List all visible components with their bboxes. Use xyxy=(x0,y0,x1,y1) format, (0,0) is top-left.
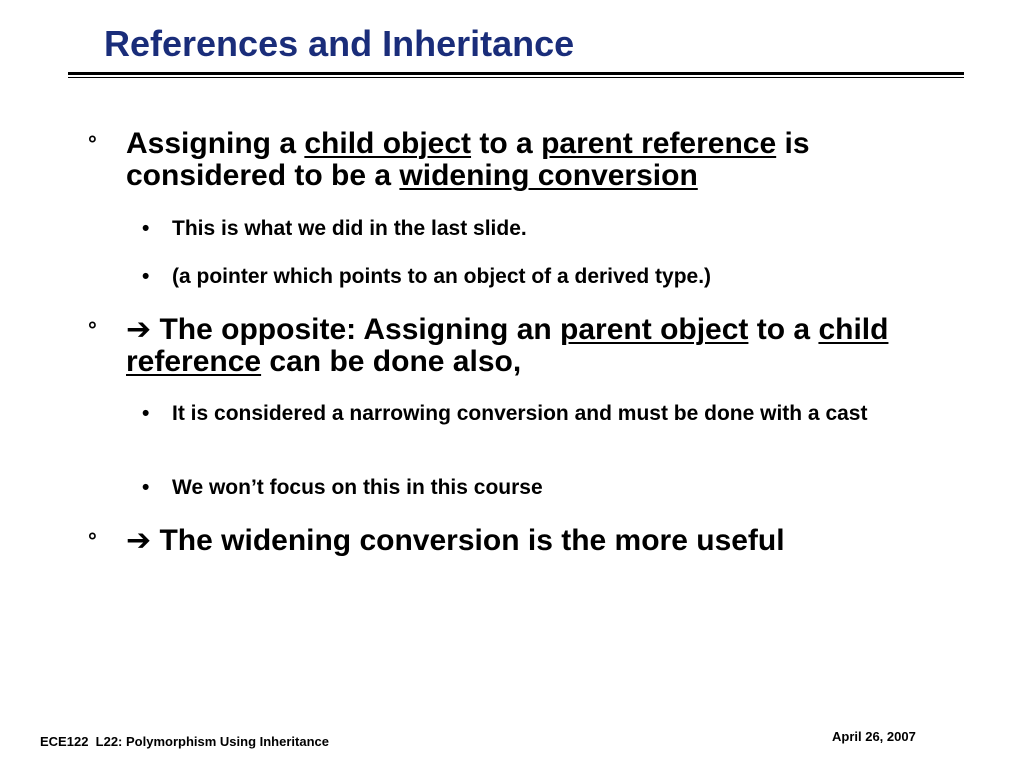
sub-bullet-text: (a pointer which points to an object of a derived type.) xyxy=(172,265,712,288)
sub-bullet-2-1 xyxy=(142,400,952,427)
bullet-2-text-1: The opposite: Assigning an xyxy=(151,313,561,346)
footer-date: April 26, 2007 xyxy=(832,729,916,744)
sub-bullet-text: We won’t focus on this in this course xyxy=(172,476,543,499)
term-child-object: child object xyxy=(304,127,472,160)
term-parent-reference: parent reference xyxy=(541,127,777,160)
bullet-1-text-3: is considered to be a xyxy=(126,127,810,192)
bullet-1-text-1: Assigning a xyxy=(126,127,305,160)
bullet-1 xyxy=(88,127,926,192)
term-child-reference: child reference xyxy=(126,313,889,378)
sub-bullet-marker: • xyxy=(142,476,150,499)
sub-bullet-marker: • xyxy=(142,402,150,425)
bullet-3-text-1: The widening conversion is the more useful xyxy=(151,524,785,557)
bullet-marker: ° xyxy=(88,317,97,342)
term-widening-conversion: widening conversion xyxy=(399,159,698,192)
bullet-2-text-2: to a xyxy=(748,313,819,346)
term-parent-object: parent object xyxy=(560,313,749,346)
sub-bullet-marker: • xyxy=(142,265,150,288)
bullet-marker: ° xyxy=(88,528,97,553)
sub-bullet-2-2 xyxy=(142,474,952,501)
footer-course-label: ECE122 L22: Polymorphism Using Inheritance xyxy=(40,734,329,749)
bullet-marker: ° xyxy=(88,131,97,156)
sub-bullet-1-1 xyxy=(142,215,952,242)
sub-bullet-text: This is what we did in the last slide. xyxy=(172,217,527,240)
bullet-2 xyxy=(88,312,926,378)
sub-bullet-text: It is considered a narrowing conversion and must be done with a cast xyxy=(172,402,868,425)
sub-bullet-1-2 xyxy=(142,263,952,290)
arrow-right-icon: ➔ xyxy=(126,312,152,347)
bullet-2-text-3: can be done also, xyxy=(261,345,522,378)
arrow-right-icon: ➔ xyxy=(126,523,152,558)
sub-bullet-marker: • xyxy=(142,217,150,240)
slide-title: References and Inheritance xyxy=(104,23,575,64)
title-divider xyxy=(68,72,964,78)
bullet-3 xyxy=(88,523,926,558)
bullet-1-text-2: to a xyxy=(471,127,542,160)
